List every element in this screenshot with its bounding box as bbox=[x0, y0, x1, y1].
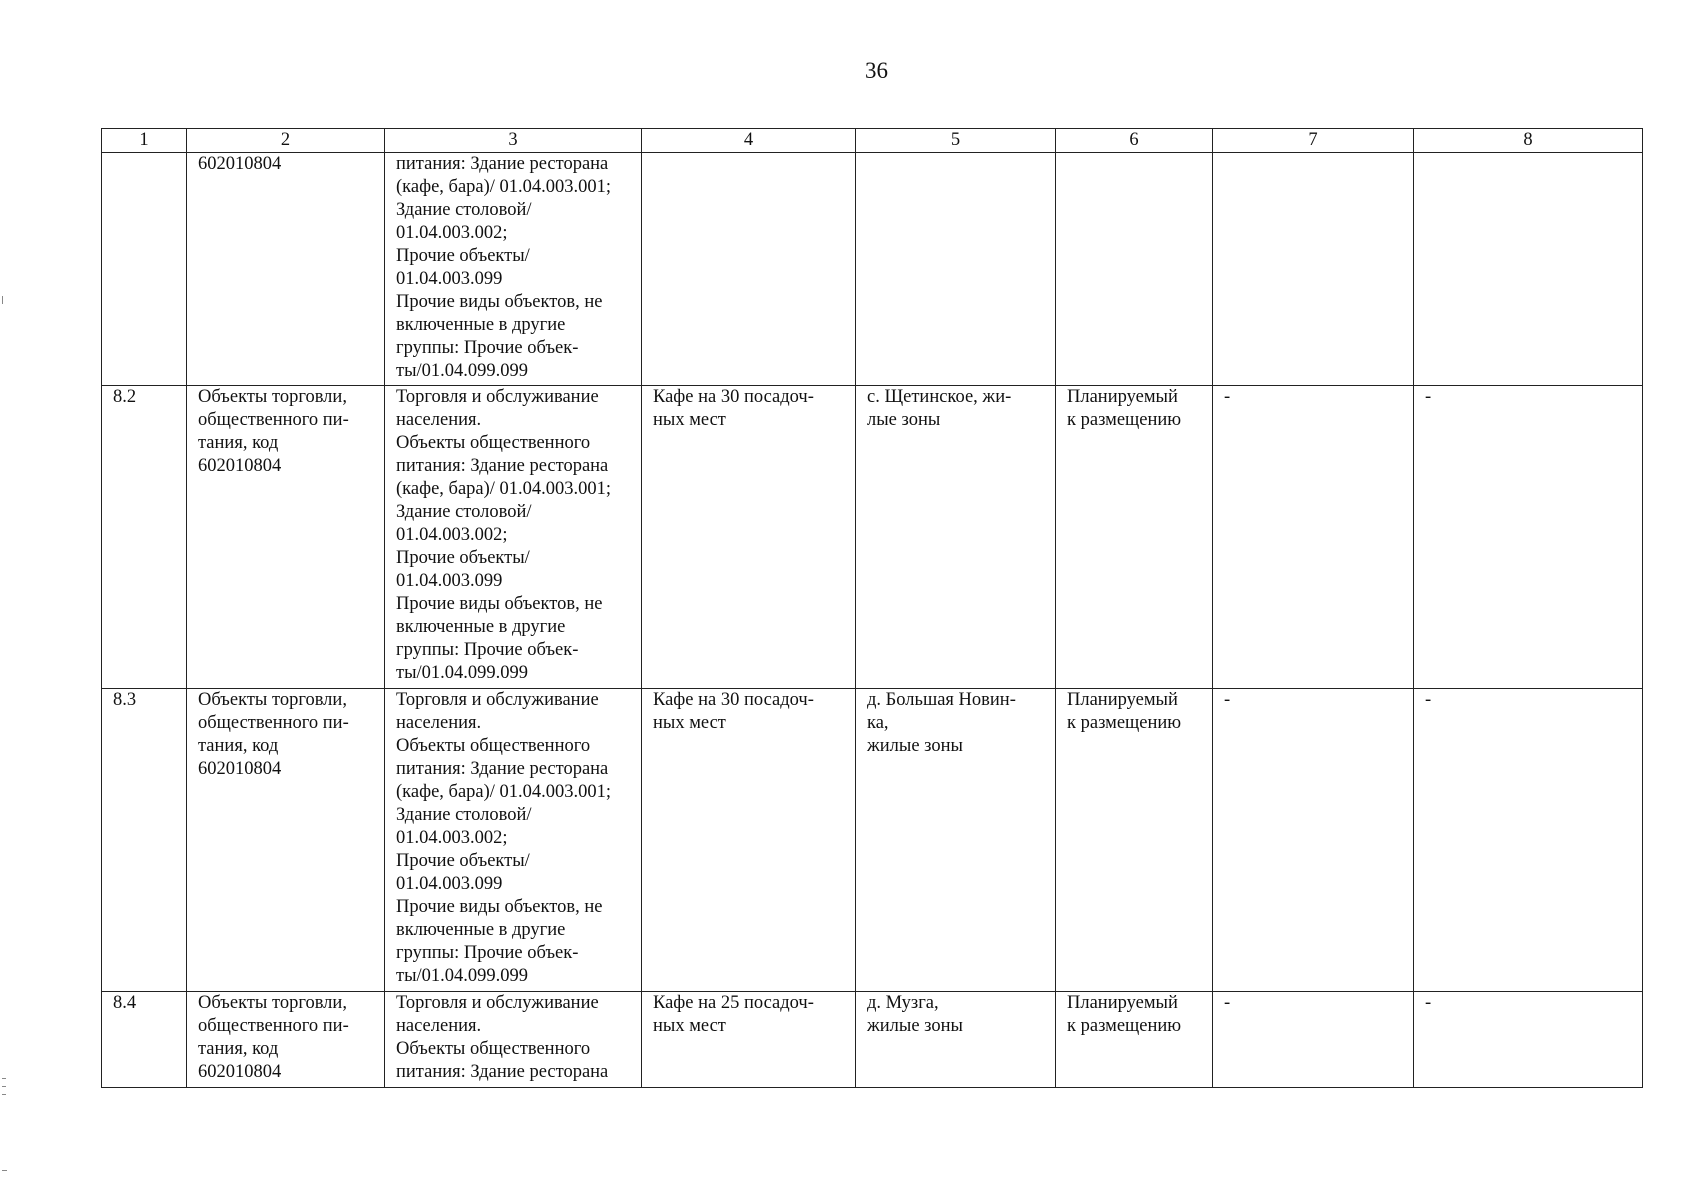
cell-status bbox=[1056, 153, 1213, 386]
cell-location: с. Щетинское, жи- лые зоны bbox=[856, 386, 1056, 689]
column-header: 7 bbox=[1213, 129, 1414, 153]
scan-mark bbox=[2, 1086, 6, 1087]
cell-object-type: Объекты торговли, общественного пи- тания, код 602010804 bbox=[187, 992, 385, 1088]
table-row bbox=[102, 153, 1643, 386]
cell-col7: - bbox=[1213, 992, 1414, 1088]
cell-classifier: Торговля и обслуживание населения. Объекты общественного питания: Здание ресторана bbox=[385, 992, 642, 1088]
column-header: 2 bbox=[187, 129, 385, 153]
cell-status: Планируемый к размещению bbox=[1056, 386, 1213, 689]
cell-classifier: Торговля и обслуживание населения. Объекты общественного питания: Здание ресторана (кафе, бара)/ 01.04.003.001; Здание столовой/ 01.04.003.002; Прочие объекты/ 01.04.003.099 Прочие виды объектов, не включенные в другие группы: Прочие объек- ты/01.04.099.099 bbox=[385, 386, 642, 689]
cell-object-type: Объекты торговли, общественного пи- тания, код 602010804 bbox=[187, 386, 385, 689]
scan-mark bbox=[2, 1170, 7, 1171]
column-header: 3 bbox=[385, 129, 642, 153]
header-row bbox=[102, 129, 1643, 153]
cell-number: 8.3 bbox=[102, 689, 187, 992]
scan-mark bbox=[2, 1078, 6, 1079]
cell-object-type: Объекты торговли, общественного пи- тания, код 602010804 bbox=[187, 689, 385, 992]
cell-location: д. Музга, жилые зоны bbox=[856, 992, 1056, 1088]
cell-col8: - bbox=[1414, 386, 1643, 689]
cell-classifier: Торговля и обслуживание населения. Объекты общественного питания: Здание ресторана (кафе, бара)/ 01.04.003.001; Здание столовой/ 01.04.003.002; Прочие объекты/ 01.04.003.099 Прочие виды объектов, не включенные в другие группы: Прочие объек- ты/01.04.099.099 bbox=[385, 689, 642, 992]
cell-col8: - bbox=[1414, 992, 1643, 1088]
cell-number bbox=[102, 153, 187, 386]
cell-characteristics: Кафе на 25 посадоч- ных мест bbox=[642, 992, 856, 1088]
cell-col7: - bbox=[1213, 689, 1414, 992]
cell-characteristics: Кафе на 30 посадоч- ных мест bbox=[642, 689, 856, 992]
table-row bbox=[102, 689, 1643, 992]
scan-mark bbox=[2, 1094, 6, 1095]
cell-location: д. Большая Новин- ка, жилые зоны bbox=[856, 689, 1056, 992]
column-header: 8 bbox=[1414, 129, 1643, 153]
cell-status: Планируемый к размещению bbox=[1056, 689, 1213, 992]
cell-status: Планируемый к размещению bbox=[1056, 992, 1213, 1088]
scan-mark bbox=[2, 296, 3, 304]
cell-characteristics: Кафе на 30 посадоч- ных мест bbox=[642, 386, 856, 689]
table-row bbox=[102, 992, 1643, 1088]
cell-col8: - bbox=[1414, 689, 1643, 992]
page-number: 36 bbox=[865, 58, 888, 83]
cell-classifier: питания: Здание ресторана (кафе, бара)/ 01.04.003.001; Здание столовой/ 01.04.003.002; Прочие объекты/ 01.04.003.099 Прочие виды объектов, не включенные в другие группы: Прочие объек- ты/01.04.099.099 bbox=[385, 153, 642, 386]
cell-col8 bbox=[1414, 153, 1643, 386]
cell-number: 8.4 bbox=[102, 992, 187, 1088]
column-header: 6 bbox=[1056, 129, 1213, 153]
cell-col7: - bbox=[1213, 386, 1414, 689]
column-header: 5 bbox=[856, 129, 1056, 153]
column-header: 1 bbox=[102, 129, 187, 153]
cell-location bbox=[856, 153, 1056, 386]
register-table bbox=[101, 128, 1643, 1088]
column-header: 4 bbox=[642, 129, 856, 153]
cell-object-type: 602010804 bbox=[187, 153, 385, 386]
cell-characteristics bbox=[642, 153, 856, 386]
cell-col7 bbox=[1213, 153, 1414, 386]
cell-number: 8.2 bbox=[102, 386, 187, 689]
table-row bbox=[102, 386, 1643, 689]
